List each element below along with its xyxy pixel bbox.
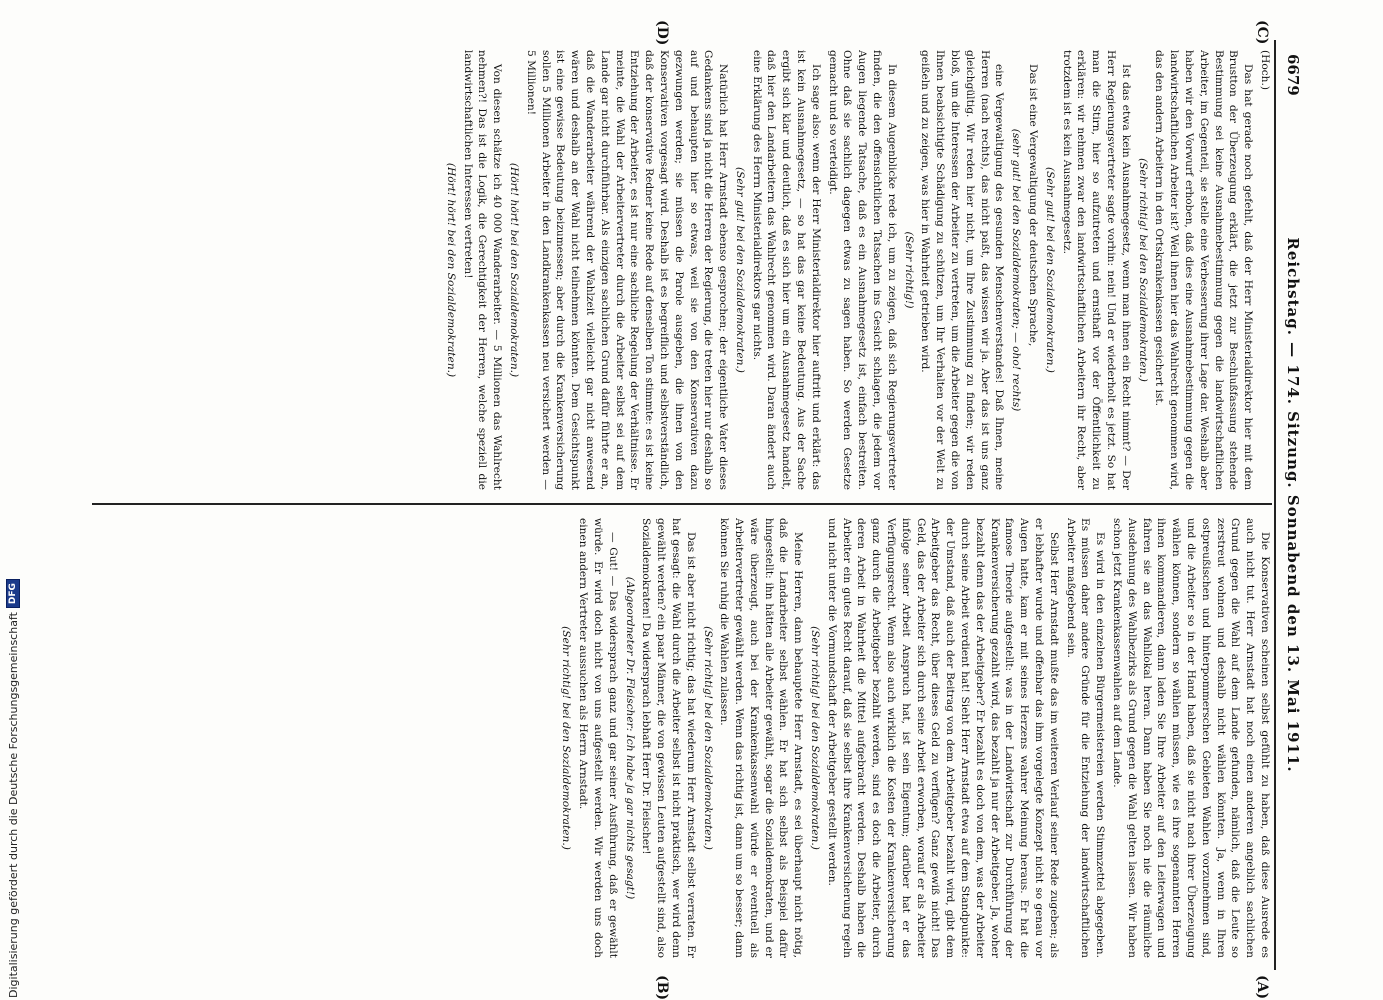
column-divider — [92, 503, 1272, 505]
interjection: (Sehr gut! bei den Sozialdemokraten.) — [1043, 167, 1056, 373]
credit-text: Digitalisierung gefördert durch die Deutsche Forschungsgemeinschaft — [6, 612, 20, 998]
sidebar-credit — [6, 579, 20, 998]
margin-mark-b: (B) — [654, 975, 670, 1000]
paragraph: Das ist eine Vergewaltigung der deutschen Sprache, — [1027, 64, 1040, 347]
margin-mark-a: (A) — [1254, 975, 1270, 1000]
interjection: (sehr gut! bei den Sozialdemokraten; — oho! rechts) — [1010, 128, 1023, 412]
paragraph: Die Konservativen scheinen selbst gefühlt zu haben, daß diese Ausrede es auch nicht tut. Herr Arnstadt hat noch einen anderen angeblich sachlichen Grund gegen die Wahl auf dem Lande gefunden, nämlich, daß die Leute so zerstreut wohnen und deshalb nicht wählen könnten. Ja, wenn in Ihren ostpreußischen und hinterpommerschen Gebieten Wahlen vorzunehmen sind, und die Arbeiter so in der Hand haben, daß sie nicht nach ihrer Überzeugung wählen können, sondern so wählen müssen, wie es ihre sogenannten Herren ihnen kommandieren, dann laden Sie Ihre Arbeiter auf den Leiterwagen und fahren sie an das Wahllokal heran. Dann haben Sie noch nie die räumliche Ausdehnung des Wahlbezirks als Grund gegen die Wahl gelten lassen. Wir haben schon jetzt Krankenkassenwahlen auf dem Lande. — [1111, 518, 1271, 958]
paragraph: Selbst Herr Arnstadt mußte das im weiteren Verlauf seiner Rede zugeben; als er lebhafter wurde und offenbar das ihm vorgelegte Konzept nicht so genau vor Augen hatte, kam er mit seines Herzens wahrer Meinung heraus. Er hat die famose Theorie aufgestellt: was in der Landwirtschaft zur Durchführung der Krankenversicherung gezahlt wird, das bezahlt ja nur der Arbeitgeber. Ja, woher bezahlt denn das der Arbeitgeber? Er bezahlt es doch von dem, was der Arbeiter durch seine Arbeit verdient hat! Sieht Herr Arnstadt etwa auf dem Standpunkte: der Umstand, daß auch der Beitrag von dem Arbeitgeber bezahlt wird, gibt dem Arbeitgeber das Recht, über dieses Geld zu verfügen? Ganz gewiß nicht! Das Geld, das der Arbeiter sich durch seine Arbeit erworben, worauf er als Arbeiter infolge seiner Arbeit Anspruch hat, ist sein Eigentum; darüber hat er das Verfügungsrecht. Wenn also auch wirklich die Kosten der Krankenversicherung ganz durch die Arbeitgeber bezahlt werden, sind es doch die Arbeiter, durch deren Arbeit in Wahrheit die Mittel aufgebracht werden. Deshalb haben die Arbeiter ein gutes Recht darauf, daß sie selbst ihre Krankenversicherung regeln und nicht unter die Vormundschaft der Arbeitgeber gestellt werden. — [825, 518, 1060, 958]
paragraph: Meine Herren, dann behauptete Herr Arnstadt, es sei überhaupt nicht nötig, daß die Landarbeiter selbst wählen. Er hat sich selbst als Beispiel dafür hingestellt: ihn hätten alle Arbeiter gewählt, sogar die Sozialdemokraten, und er wäre überzeugt, auch bei der Krankenkassenwahl würde er eventuell als Arbeitervertreter gewählt werden. Wenn das richtig ist, dann um so besser; dann können Sie ruhig die Wahlen zulassen. — [718, 518, 805, 958]
paragraph: eine Vergewaltigung des gesunden Menschenverstandes! Daß Ihnen, meine Herren (nach rechts), das nicht paßt, das wissen wir ja. Aber das ist uns ganz gleichgültig. Wir reden hier nicht, um Ihre Zustimmung zu finden; wir reden bloß, um die Interessen der Arbeiter zu vertreten, um die Arbeiter gegen die von Ihnen beabsichtigte Schädigung zu schützen, um Ihr Verhalten vor der Welt zu geißeln und zu zeigen, was hier in Wahrheit getrieben wird. — [919, 50, 1006, 490]
interjection: (Sehr richtig! bei den Sozialdemokraten.) — [1136, 158, 1149, 382]
page-header — [1274, 40, 1310, 970]
paragraph: Es wird in den einzelnen Bürgermeistereien werden Stimmzettel abgegeben. Es müssen daher andere Gründe für die Entziehung der landwirtschaftlichen Arbeiter maßgebend sein. — [1064, 518, 1107, 958]
interjection: (Abgeordneter Dr. Fleischer: Ich habe ja gar nichts gesagt!) — [623, 576, 636, 900]
paragraph: In diesem Augenblicke rede ich, um zu zeigen, daß sich Regierungsvertreter finden, die den offensichtlichen Tatsachen ins Gesicht schlagen, die jedem vor Augen liegende Tatsache, daß es ein Ausnahmegesetz ist, einfach bestreiten. Ohne daß sie sachlich dagegen etwas zu sagen haben. So werden Gesetze gemacht und so verteidigt. — [826, 50, 898, 490]
left-column — [82, 50, 1272, 490]
page-title: Reichstag. — 174. Sitzung. Sonnabend den 13. Mai 1911. — [1284, 237, 1302, 773]
page-number: 6679 — [1284, 54, 1302, 96]
speaker-line: (Hoch.) — [1259, 50, 1271, 91]
paragraph: Ist das etwa kein Ausnahmegesetz, wenn man ihnen ein Recht nimmt? — Der Herr Regierungsvertreter sagte vorhin: nein! Und er wiederholt es jetzt. So hat man die Stirn, hier so aufzutreten und ernsthaft vor der Öffentlichkeit zu erklären: wir nehmen zwar den landwirtschaftlichen Arbeitern ihr Recht, aber trotzdem ist es kein Ausnahmegesetz. — [1060, 50, 1132, 490]
margin-mark-d: (D) — [654, 20, 670, 46]
interjection: (Sehr richtig! bei den Sozialdemokraten.) — [560, 626, 573, 850]
interjection: (Sehr richtig!) — [902, 231, 915, 309]
paragraph: Ich sage also: wenn der Herr Ministerialdirektor hier auftritt und erklärt: das ist kein Ausnahmegesetz, — so hat das gar keine Bedeutung. Aus der Sache ergibt sich klar und deutlich, daß es sich hier um ein Ausnahmegesetz handelt, daß hier den Landarbeitern das Wahlrecht genommen wird. Daran ändert auch eine Erklärung des Herrn Ministerialdirektors gar nichts. — [750, 50, 822, 490]
paragraph: — Gut! — Das widersprach ganz und gar seiner Ausführung, daß er gewählt würde. Er wird doch nicht von uns aufgestellt werden. Wir werden uns doch einen andern Vertreter aussuchen als Herrn Arnstadt. — [577, 518, 619, 958]
rotated-page-content — [60, 20, 1310, 1000]
margin-mark-c: (C) — [1254, 20, 1270, 45]
interjection: (Sehr richtig! bei den Sozialdemokraten.) — [701, 626, 714, 850]
interjection: (Sehr gut! bei den Sozialdemokraten.) — [733, 167, 746, 373]
right-column — [82, 518, 1272, 958]
interjection: (Hört! hört! bei den Sozialdemokraten.) — [444, 162, 457, 378]
paragraph: Das ist aber nicht richtig; das hat wiederum Herr Arnstadt selbst verraten. Er hat gesagt: die Wahl durch die Arbeiter selbst ist nicht praktisch, wer wird denn gewählt werden? ein paar Männer, die von gewissen Leuten aufgestellt sind, also Sozialdemokraten! Da widersprach lebhaft Herr Dr. Fleischer! — [640, 518, 697, 958]
paragraph: Natürlich hat Herr Arnstadt ebenso gesprochen; der eigentliche Vater dieses Gedankens sind ja nicht die Herren der Regierung, die treten hier nur deshalb so auf und behaupten hier so etwas, weil sie von den Konservativen dazu gezwungen werden; sie müssen die Parole ausgeben, die ihnen von den Konservativen vorgesagt wird. Deshalb ist es begreiflich und selbstverständlich, daß der konservative Redner keine Rede auf denselben Ton stimmte: es ist keine Entziehung der Arbeiter, es ist nur eine sachliche Regelung der Verhältnisse. Er meinte, die Wahl der Arbeitervertreter durch die Arbeiter selbst sei auf dem Lande gar nicht durchführbar. Als einzigen sachlichen Grund dafür führte er an, daß die Wanderarbeiter während der Wahlzeit vielleicht gar nicht anwesend wären und deshalb an der Wahl nicht teilnehmen könnten. Dem Gesichtspunkt ist eine gewisse Bedeutung beizumessen; aber durch die Krankenversicherung sollen 5 Millionen Arbeiter in den Landkrankenkassen neu versichert werden — 5 Millionen! — [524, 50, 730, 490]
interjection: (Sehr richtig! bei den Sozialdemokraten.) — [809, 626, 822, 850]
paragraph: Von diesen schätze ich 40 000 Wanderarbeiter. — 5 Millionen das Wahlrecht nehmen?! Das ist die Logik, die Gerechtigkeit der Herren, welche speziell die landwirtschaftlichen Interessen vertreten! — [461, 50, 504, 490]
dfg-logo: DFG — [6, 579, 20, 608]
interjection: (Hört! hört! bei den Sozialdemokraten.) — [507, 162, 520, 378]
paragraph: Das hat gerade noch gefehlt, daß der Herr Ministerialdirektor hier mit dem Brustton der Überzeugung erklärt, die jetzt zur Beschlußfassung stehende Bestimmung sei keine Ausnahmebestimmung gegen die landwirtschaftlichen Arbeiter, im Gegenteil, sie stelle eine Verbesserung ihrer Lage dar. Weshalb aber haben wir den Vorwurf erhoben, daß dies eine Ausnahmebestimmung gegen die landwirtschaftlichen Arbeiter ist? Weil ihnen hier das Wahlrecht genommen wird, das den andern Arbeitern in den Ortskrankenkassen gesichert ist. — [1153, 50, 1255, 490]
